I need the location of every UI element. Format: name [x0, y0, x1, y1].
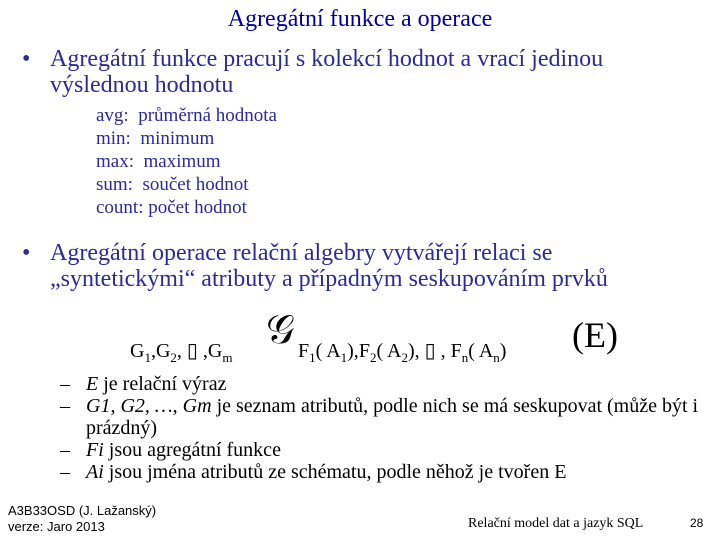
bullet-dot-icon: •	[22, 46, 31, 72]
list-item: avg: průměrná hodnota	[96, 105, 277, 126]
formula-notes	[60, 373, 710, 483]
list-item: min: minimum	[96, 128, 215, 149]
bullet-dot-icon: •	[22, 240, 31, 266]
formula-aggregates: $F_1$( $A_1),F_2$( $A_2$), ▯ , $F_n$( $A_n$)	[298, 340, 507, 365]
list-item: max: maximum	[96, 151, 221, 172]
page-number: 28	[690, 516, 704, 530]
formula-relation-e: (E)	[572, 315, 618, 355]
list-item: – E je relační výraz	[60, 373, 227, 395]
footer-title: Relační model dat a jazyk SQL	[468, 516, 644, 531]
list-item: – Fi jsou agregátní funkce	[60, 439, 281, 461]
formula-script-g: 𝒢	[266, 307, 295, 352]
footer-version: verze: Jaro 2013	[8, 519, 105, 534]
bullet2-term: Agregátní operace	[50, 240, 227, 266]
footer-course: A3B33OSD (J. Lažanský)	[8, 503, 157, 518]
aggregation-formula	[120, 307, 640, 370]
footer-course-info	[8, 503, 156, 535]
bullet2-text: relační algebry vytvářejí relaci se „syntetickými“ atributy a případným seskupováním prvků	[50, 240, 608, 292]
formula-grouping-attributes: $G_1,G_2$, ▯ $,G_m$	[130, 340, 233, 365]
aggregate-function-list	[96, 104, 277, 219]
list-item: sum: součet hodnot	[96, 174, 249, 195]
list-item: count: počet hodnot	[96, 197, 247, 218]
bullet1-term: Agregátní funkce	[50, 46, 218, 72]
bullet1-text: pracují s kolekcí hodnot a vrací jedinou výslednou hodnotu	[50, 46, 604, 98]
slide-title: Agregátní funkce a operace	[227, 6, 493, 32]
list-item: – G1, G2, …, Gm je seznam atributů, podle nich se má seskupovat (může být i prázdný)	[60, 395, 699, 439]
list-item: – Ai jsou jména atributů ze schématu, podle něhož je tvořen E	[60, 461, 567, 483]
